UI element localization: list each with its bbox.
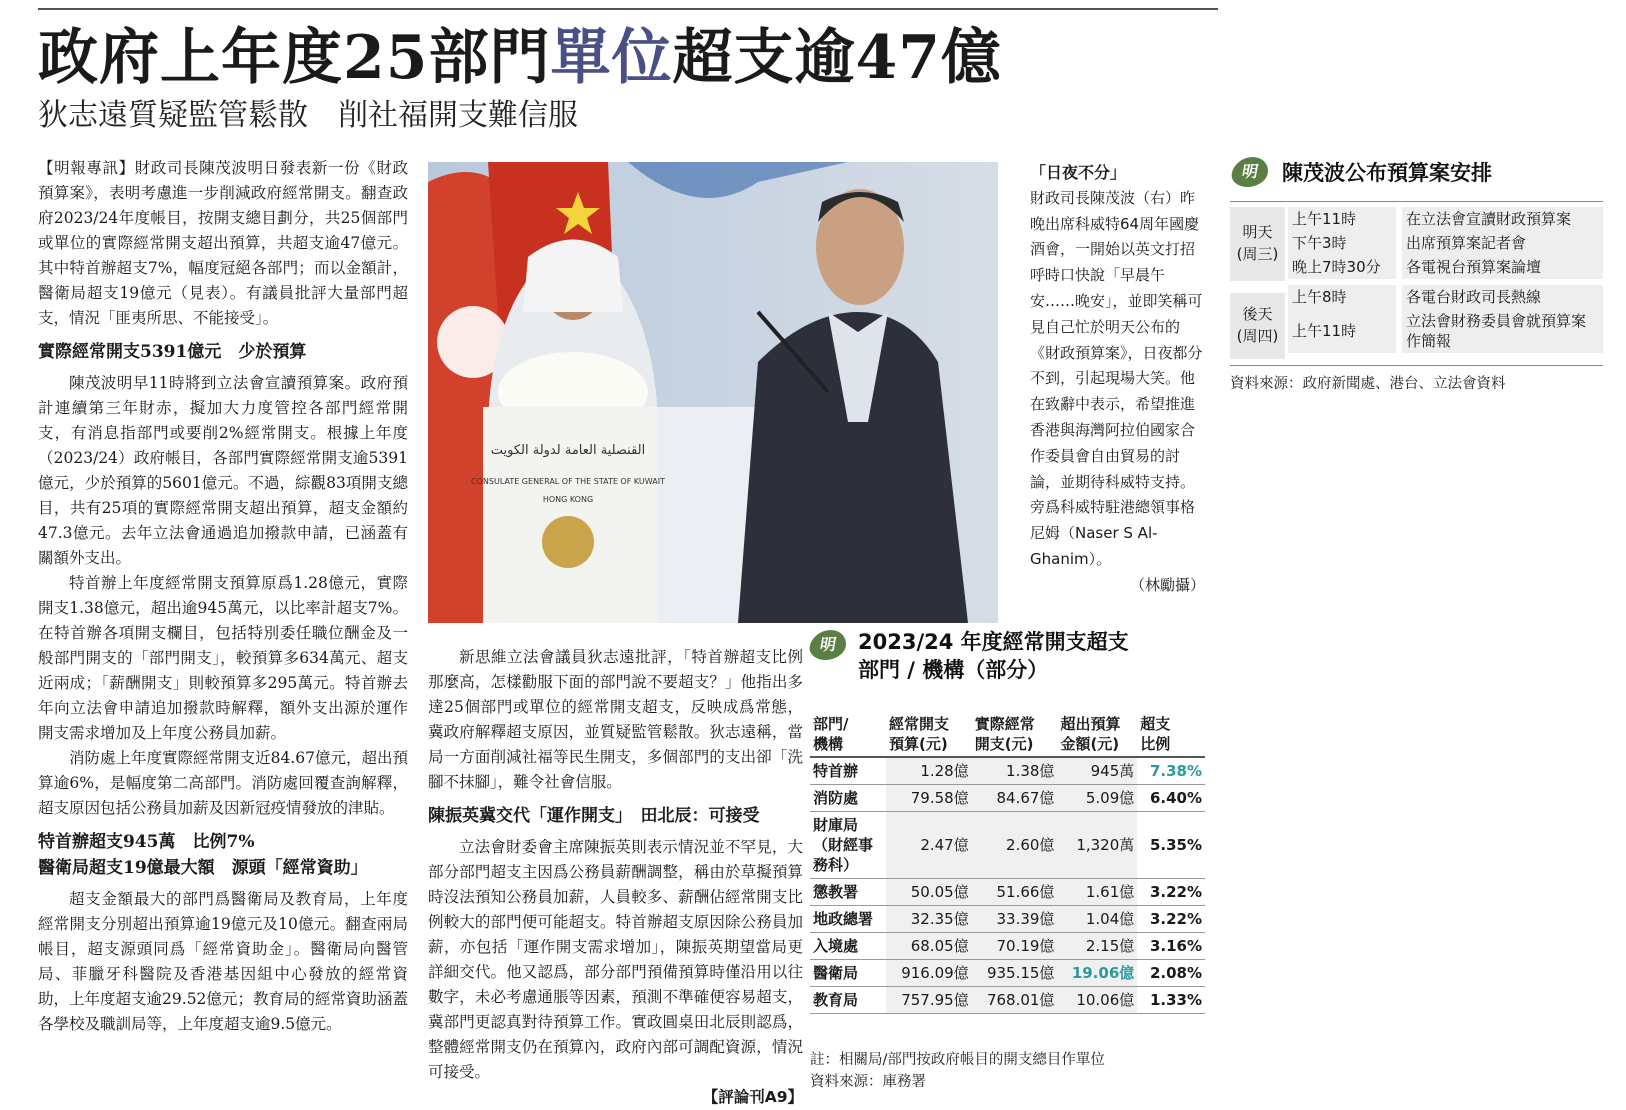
commentary-reference: 【評論刊A9】 bbox=[702, 1088, 803, 1106]
photo-caption bbox=[1030, 160, 1205, 599]
budget-cell: 757.95億 bbox=[886, 987, 972, 1014]
schedule-row bbox=[1288, 231, 1603, 255]
table-title: 2023/24 年度經常開支超支 bbox=[858, 630, 1129, 654]
paragraph: 特首辦上年度經常開支預算原爲1.28億元，實際開支1.38億元，超出逾945萬元，以比率計超支7%。在特首辦各項開支欄目，包括特別委任職位酬金及一般部門開支的「部門開支」，較預算多634萬元、超支近兩成；「薪酬開支」則較預算多295萬元。特首辦去年向立法會申請追加撥款時解釋，額外支出源於運作開支需求增加及上年度公務員加薪。 bbox=[38, 574, 408, 742]
table-row bbox=[810, 987, 1205, 1014]
overspend-cell: 1.61億 bbox=[1057, 879, 1137, 906]
schedule-time: 上午11時 bbox=[1288, 207, 1399, 231]
overspend-cell: 1.04億 bbox=[1057, 906, 1137, 933]
dept-cell: 懲教署 bbox=[810, 879, 886, 906]
ratio-cell: 3.22% bbox=[1137, 906, 1205, 933]
ratio-cell: 7.38% bbox=[1137, 757, 1205, 785]
schedule-time: 晚上7時30分 bbox=[1288, 255, 1399, 282]
table-row bbox=[810, 879, 1205, 906]
table-row bbox=[810, 785, 1205, 812]
podium-city-text: HONG KONG bbox=[542, 495, 594, 504]
overspend-cell: 945萬 bbox=[1057, 757, 1137, 785]
dept-cell: 入境處 bbox=[810, 933, 886, 960]
actual-cell: 70.19億 bbox=[972, 933, 1058, 960]
column-header: 超出預算 金額(元) bbox=[1057, 712, 1137, 757]
table-header-row bbox=[810, 712, 1205, 757]
actual-cell: 51.66億 bbox=[972, 879, 1058, 906]
schedule-title: 陳茂波公布預算案安排 bbox=[1282, 161, 1492, 185]
headline: 政府上年度25部門單位超支逾47億 bbox=[38, 23, 1002, 93]
table-row bbox=[810, 906, 1205, 933]
schedule-row bbox=[1288, 309, 1603, 353]
kuwait-emblem bbox=[542, 516, 594, 568]
column-header: 經常開支 預算(元) bbox=[886, 712, 972, 757]
paragraph: 新思維立法會議員狄志遠批評，「特首辦超支比例那麼高，怎樣勸服下面的部門說不要超支？」他指出多達25個部門或單位的經常開支超支，反映成爲常態，冀政府解釋超支原因，並質疑監管鬆散。狄志遠稱，當局一方面削減社福等民生開支，多個部門的支出卻「洗腳不抹腳」，難令社會信服。 bbox=[428, 648, 803, 791]
section-heading: 特首辦超支945萬 比例7% bbox=[38, 832, 255, 852]
overspend-cell: 2.15億 bbox=[1057, 933, 1137, 960]
actual-cell: 1.38億 bbox=[972, 757, 1058, 785]
schedule-event: 出席預算案記者會 bbox=[1399, 231, 1603, 255]
overspend-cell: 1,320萬 bbox=[1057, 812, 1137, 879]
table-row bbox=[810, 757, 1205, 785]
dept-cell: 醫衛局 bbox=[810, 960, 886, 987]
ratio-cell: 3.22% bbox=[1137, 879, 1205, 906]
overspend-table bbox=[810, 712, 1205, 1014]
day-label: 後天 (周四) bbox=[1230, 293, 1285, 359]
dept-cell: 地政總署 bbox=[810, 906, 886, 933]
schedule-time: 上午8時 bbox=[1288, 282, 1399, 309]
headline-highlight: 單位 bbox=[550, 23, 673, 93]
paragraph: 消防處上年度實際經常開支近84.67億元，超出預算逾6%，是幅度第二高部門。消防處回覆查詢解釋，超支原因包括公務員加薪及因新冠疫情發放的津貼。 bbox=[38, 749, 408, 817]
overspend-cell: 5.09億 bbox=[1057, 785, 1137, 812]
actual-cell: 935.15億 bbox=[972, 960, 1058, 987]
budget-cell: 32.35億 bbox=[886, 906, 972, 933]
actual-cell: 2.60億 bbox=[972, 812, 1058, 879]
schedule-event: 在立法會宣讀財政預算案 bbox=[1399, 207, 1603, 231]
budget-cell: 916.09億 bbox=[886, 960, 972, 987]
table-source: 資料來源：庫務署 bbox=[810, 1074, 926, 1090]
overspend-cell: 10.06億 bbox=[1057, 987, 1137, 1014]
schedule-time: 下午3時 bbox=[1288, 231, 1399, 255]
budget-cell: 79.58億 bbox=[886, 785, 972, 812]
schedule-event: 各電台財政司長熱線 bbox=[1399, 282, 1603, 309]
schedule-event: 各電視台預算案論壇 bbox=[1399, 255, 1603, 282]
schedule-table bbox=[1288, 207, 1603, 353]
news-photo bbox=[428, 162, 998, 623]
column-header: 實際經常 開支(元) bbox=[972, 712, 1058, 757]
lead-paragraph: 【明報專訊】財政司長陳茂波明日發表新一份《財政預算案》，表明考慮進一步削減政府經常開支。翻查政府2023/24年度帳目，按開支總目劃分，共25個部門或單位的實際經常開支超出預算，共超支逾47億元。其中特首辦超支7%，幅度冠絕各部門；而以金額計，醫衛局超支19億元（見表）。有議員批評大量部門超支，情況「匪夷所思、不能接受」。 bbox=[38, 159, 408, 327]
budget-cell: 50.05億 bbox=[886, 879, 972, 906]
schedule-top-rule bbox=[1230, 201, 1603, 202]
schedule-row bbox=[1288, 255, 1603, 282]
article-column-1 bbox=[38, 156, 408, 1037]
day-label: 明天 (周三) bbox=[1230, 207, 1285, 281]
paragraph: 陳茂波明早11時將到立法會宣讀預算案。政府預計連續第三年財赤，擬加大力度管控各部門經常開支，有消息指部門或要削2%經常開支。根據上年度（2023/24）政府帳目，各部門實際經常開支逾5391億元，少於預算的5601億元。不過，綜觀83項開支總目，共有25項的實際經常開支超出預算，超支金額約47.3億元。去年立法會通過追加撥款申請，已涵蓋有關額外支出。 bbox=[38, 374, 408, 567]
actual-cell: 84.67億 bbox=[972, 785, 1058, 812]
dept-cell: 教育局 bbox=[810, 987, 886, 1014]
table-row bbox=[810, 812, 1205, 879]
section-heading: 醫衛局超支19億最大額 源頭「經常資助」 bbox=[38, 858, 368, 878]
ratio-cell: 3.16% bbox=[1137, 933, 1205, 960]
dept-cell: 特首辦 bbox=[810, 757, 886, 785]
actual-cell: 768.01億 bbox=[972, 987, 1058, 1014]
table-subtitle: 部門 / 機構（部分） bbox=[858, 658, 1049, 682]
subheadline: 狄志遠質疑監管鬆散 削社福開支難信服 bbox=[38, 98, 578, 133]
schedule-source: 資料來源：政府新聞處、港台、立法會資料 bbox=[1230, 376, 1506, 392]
schedule-event: 立法會財務委員會就預算案作簡報 bbox=[1399, 309, 1603, 353]
schedule-time: 上午11時 bbox=[1288, 309, 1399, 353]
podium bbox=[483, 407, 658, 623]
schedule-row bbox=[1288, 207, 1603, 231]
overspend-cell: 19.06億 bbox=[1057, 960, 1137, 987]
caption-title: 「日夜不分」 bbox=[1030, 163, 1127, 182]
dept-cell: 消防處 bbox=[810, 785, 886, 812]
ming-logo-icon: 明 bbox=[807, 630, 848, 660]
podium-arabic-text: القنصلية العامة لدولة الكويت bbox=[490, 443, 646, 458]
ming-logo-icon: 明 bbox=[1229, 157, 1270, 187]
dept-cell: 財庫局 （財經事 務科） bbox=[810, 812, 886, 879]
photo-illustration bbox=[428, 162, 998, 623]
paragraph: 立法會財委會主席陳振英則表示情況並不罕見，大部分部門超支主因爲公務員薪酬調整，稱由於草擬預算時沒法預知公務員加薪，人員較多、薪酬佔經常開支比例較大的部門便可能超支。特首辦超支原因除公務員加薪，亦包括「運作開支需求增加」，陳振英期望當局更詳細交代。他又認爲，部分部門預備預算時僅沿用以往數字，未必考慮通脹等因素，預測不準確便容易超支，冀部門更認真對待預算工作。實政圓桌田北辰則認爲，整體經常開支仍在預算內，政府內部可調配資源，情況可接受。 bbox=[428, 838, 803, 1081]
table-row bbox=[810, 960, 1205, 987]
paragraph: 超支金額最大的部門爲醫衛局及教育局，上年度經常開支分別超出預算逾19億元及10億元。翻查兩局帳目，超支源頭同爲「經常資助金」。醫衛局向醫管局、菲臘牙科醫院及香港基因組中心發放的經常資助，上年度超支逾29.52億元；教育局的經常資助涵蓋各學校及職訓局等，上年度超支逾9.5億元。 bbox=[38, 890, 408, 1033]
table-note: 註：相關局/部門按政府帳目的開支總目作單位 bbox=[810, 1052, 1105, 1068]
ratio-cell: 2.08% bbox=[1137, 960, 1205, 987]
ratio-cell: 6.40% bbox=[1137, 785, 1205, 812]
section-heading: 實際經常開支5391億元 少於預算 bbox=[38, 342, 307, 362]
photo-credit: （林勵攝） bbox=[1129, 575, 1205, 594]
podium-english-text: CONSULATE GENERAL OF THE STATE OF KUWAIT bbox=[471, 477, 665, 486]
section-heading: 陳振英冀交代「運作開支」 田北辰：可接受 bbox=[428, 806, 760, 826]
budget-cell: 1.28億 bbox=[886, 757, 972, 785]
budget-cell: 2.47億 bbox=[886, 812, 972, 879]
actual-cell: 33.39億 bbox=[972, 906, 1058, 933]
schedule-bottom-rule bbox=[1230, 365, 1603, 366]
schedule-row bbox=[1288, 282, 1603, 309]
ratio-cell: 1.33% bbox=[1137, 987, 1205, 1014]
budget-cell: 68.05億 bbox=[886, 933, 972, 960]
column-header: 超支 比例 bbox=[1137, 712, 1205, 757]
ratio-cell: 5.35% bbox=[1137, 812, 1205, 879]
column-header: 部門/ 機構 bbox=[810, 712, 886, 757]
table-row bbox=[810, 933, 1205, 960]
article-column-2 bbox=[428, 645, 803, 1110]
caption-body: 財政司長陳茂波（右）昨晚出席科威特64周年國慶酒會，一開始以英文打招呼時口快說「早晨午安……晚安」，並即笑稱可見自己忙於明天公布的《財政預算案》，日夜都分不到，引起現場大笑。他在致辭中表示，希望推進香港與海灣阿拉伯國家合作委員會自由貿易的討論，並期待科威特支持。旁爲科威特駐港總領事格尼姆（Naser S Al-Ghanim）。 bbox=[1030, 188, 1203, 568]
top-rule bbox=[38, 8, 1218, 10]
